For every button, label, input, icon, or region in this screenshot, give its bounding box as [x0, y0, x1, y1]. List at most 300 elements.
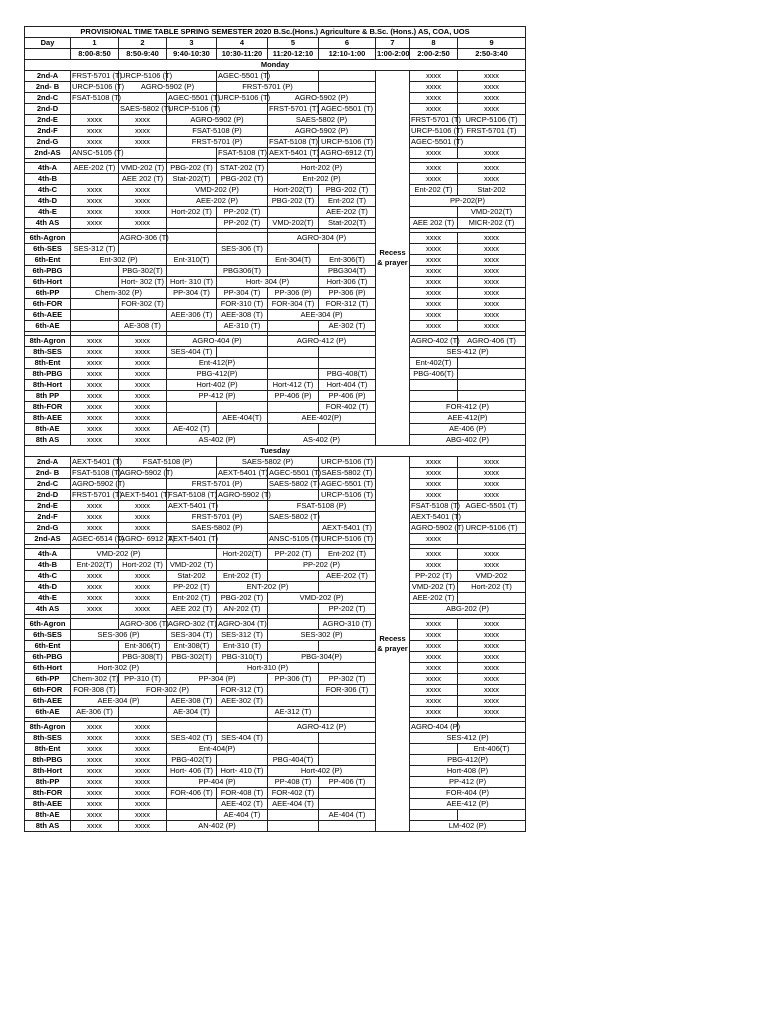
class-label: 8th-FOR — [25, 788, 71, 799]
schedule-cell: AGEC-5501 (T) — [458, 501, 526, 512]
schedule-cell: AGRO-5902 (T) — [72, 479, 125, 488]
schedule-cell — [268, 490, 319, 501]
schedule-cell — [319, 71, 376, 82]
schedule-cell: xxxx — [458, 560, 526, 571]
schedule-cell: AEE-412(P) — [410, 413, 526, 424]
schedule-cell: Ent-202 (T) — [217, 571, 268, 582]
schedule-cell: xxxx — [119, 380, 167, 391]
schedule-cell: Ent-202 (T) — [319, 549, 376, 560]
schedule-cell — [119, 479, 167, 490]
schedule-cell: FOR-304 (T) — [268, 299, 319, 310]
schedule-cell — [167, 413, 217, 424]
schedule-cell: xxxx — [119, 571, 167, 582]
schedule-cell: xxxx — [119, 207, 167, 218]
schedule-cell: URCP-5106 (T) — [168, 104, 221, 113]
schedule-cell — [167, 549, 217, 560]
schedule-cell: AGRO-412 (P) — [268, 336, 376, 347]
schedule-cell — [167, 663, 217, 674]
schedule-cell: xxxx — [410, 468, 458, 479]
class-label: 8th-SES — [25, 347, 71, 358]
schedule-cell: xxxx — [71, 126, 119, 137]
schedule-cell: xxxx — [458, 233, 526, 244]
schedule-cell — [119, 707, 167, 718]
schedule-cell — [268, 523, 319, 534]
schedule-cell — [217, 233, 268, 244]
schedule-cell: SAES-5802 (T) — [269, 479, 320, 488]
schedule-cell — [319, 788, 376, 799]
schedule-cell: xxxx — [71, 137, 119, 148]
period-6-number: 6 — [319, 38, 376, 49]
schedule-cell — [458, 358, 526, 369]
schedule-cell — [217, 104, 268, 115]
schedule-cell: FOR-306 (T) — [319, 685, 376, 696]
table-row — [25, 185, 526, 196]
schedule-cell: AEE-202 (P) — [167, 196, 268, 207]
schedule-cell — [217, 707, 268, 718]
table-row — [25, 755, 526, 766]
table-row — [25, 468, 526, 479]
schedule-cell — [71, 299, 119, 310]
class-label: 8th-Ent — [25, 358, 71, 369]
schedule-cell: SAES-5802 (P) — [268, 115, 376, 126]
schedule-cell — [167, 71, 217, 82]
schedule-cell: xxxx — [458, 174, 526, 185]
table-row — [25, 523, 526, 534]
schedule-cell — [319, 707, 376, 718]
schedule-cell — [410, 380, 458, 391]
table-row — [25, 582, 526, 593]
schedule-cell — [217, 755, 268, 766]
schedule-cell: Ent-202 (T) — [410, 185, 458, 196]
schedule-cell: xxxx — [71, 582, 119, 593]
schedule-cell: PBG-412(P) — [167, 369, 268, 380]
schedule-cell: AGRO-412 (P) — [268, 722, 376, 733]
schedule-cell: Ent-202 (P) — [268, 174, 376, 185]
period-4-number: 4 — [217, 38, 268, 49]
schedule-cell: xxxx — [71, 755, 119, 766]
schedule-cell — [268, 347, 319, 358]
class-label: 8th-Hort — [25, 380, 71, 391]
schedule-cell: Ent-302 (P) — [71, 255, 167, 266]
schedule-cell: FRST-5701 (T) — [72, 490, 123, 499]
schedule-cell: AEE-302 (T) — [217, 696, 268, 707]
schedule-cell: xxxx — [71, 413, 119, 424]
schedule-cell: FRST-5701 (P) — [167, 512, 268, 523]
schedule-cell: xxxx — [119, 755, 167, 766]
period-7-number: 7 — [376, 38, 410, 49]
class-label: 6th-Ent — [25, 641, 71, 652]
schedule-cell — [167, 148, 217, 159]
schedule-cell: xxxx — [410, 148, 458, 159]
schedule-cell: AGRO-406 (T) — [458, 336, 526, 347]
schedule-cell: xxxx — [458, 619, 526, 630]
schedule-cell: VMD-202 (T) — [410, 582, 458, 593]
day-header-row — [25, 60, 526, 71]
table-row — [25, 593, 526, 604]
table-row — [25, 266, 526, 277]
schedule-cell: ANSC-5105 (T) — [269, 534, 321, 543]
schedule-cell — [71, 310, 119, 321]
schedule-cell: AE-306 (T) — [71, 707, 119, 718]
schedule-cell: Ent-306(T) — [319, 255, 376, 266]
table-row — [25, 501, 526, 512]
table-row — [25, 490, 526, 501]
schedule-cell: AGRO-5902 (P) — [167, 115, 268, 126]
schedule-cell: xxxx — [119, 413, 167, 424]
schedule-cell: Stat-202 — [167, 571, 217, 582]
schedule-cell: xxxx — [410, 93, 458, 104]
schedule-cell: xxxx — [71, 369, 119, 380]
schedule-cell: PP-406 (P) — [268, 391, 319, 402]
schedule-cell: VMD-202 (P) — [167, 185, 268, 196]
schedule-cell — [410, 391, 458, 402]
schedule-cell: PBG-202 (T) — [268, 196, 319, 207]
schedule-cell: xxxx — [410, 310, 458, 321]
schedule-cell — [458, 391, 526, 402]
schedule-cell: xxxx — [71, 358, 119, 369]
schedule-cell: xxxx — [410, 560, 458, 571]
schedule-cell: AEXT-5401 (T) — [120, 490, 171, 499]
schedule-cell: AGRO- 6912 (T) — [120, 534, 176, 543]
schedule-cell: xxxx — [410, 321, 458, 332]
table-row — [25, 674, 526, 685]
schedule-cell: xxxx — [71, 593, 119, 604]
schedule-cell: PP-202 (T) — [167, 582, 217, 593]
schedule-cell: PBG304(T) — [319, 266, 376, 277]
class-label: 6th-Hort — [25, 277, 71, 288]
schedule-cell — [458, 380, 526, 391]
class-label: 6th-Hort — [25, 663, 71, 674]
schedule-cell: AGRO-402 (T) — [411, 336, 460, 345]
schedule-cell — [410, 207, 458, 218]
schedule-cell: xxxx — [410, 266, 458, 277]
class-label: 6th-PBG — [25, 652, 71, 663]
schedule-cell — [268, 604, 319, 615]
class-label: 2nd-E — [25, 115, 71, 126]
schedule-cell: FOR-312 (T) — [319, 299, 376, 310]
table-row — [25, 604, 526, 615]
schedule-cell — [167, 722, 217, 733]
schedule-cell: Hort-202 (T) — [167, 207, 217, 218]
schedule-cell: VMD-202 (P) — [268, 593, 376, 604]
schedule-cell: Ent-202 (T) — [319, 196, 376, 207]
schedule-cell: AN-202 (T) — [217, 604, 268, 615]
schedule-cell — [268, 71, 319, 82]
schedule-cell: xxxx — [458, 277, 526, 288]
schedule-cell: xxxx — [119, 391, 167, 402]
schedule-cell — [268, 696, 319, 707]
period-number-row — [25, 38, 526, 49]
schedule-cell: xxxx — [119, 424, 167, 435]
schedule-cell: xxxx — [71, 391, 119, 402]
class-label: 8th-FOR — [25, 402, 71, 413]
schedule-cell: xxxx — [458, 652, 526, 663]
schedule-cell: PP-202 (T) — [410, 571, 458, 582]
schedule-cell: xxxx — [119, 185, 167, 196]
schedule-cell: FOR-402 (T) — [319, 402, 376, 413]
schedule-cell: AEXT-5401 (T) — [218, 468, 269, 477]
schedule-cell — [268, 641, 319, 652]
table-row — [25, 479, 526, 490]
schedule-cell: AE-404 (T) — [217, 810, 268, 821]
schedule-cell: Stat-202(T) — [319, 218, 376, 229]
class-label: 4th-B — [25, 174, 71, 185]
table-row — [25, 104, 526, 115]
schedule-cell — [167, 402, 217, 413]
schedule-cell: VMD-202 (T) — [119, 163, 167, 174]
schedule-cell — [268, 744, 319, 755]
schedule-cell — [71, 174, 119, 185]
schedule-cell — [268, 619, 319, 630]
class-label: 6th-FOR — [25, 299, 71, 310]
schedule-cell: AEE-202 (T) — [319, 571, 376, 582]
schedule-cell: SAES-5802 (T) — [120, 104, 171, 113]
schedule-cell — [319, 744, 376, 755]
period-9-time: 2:50-3:40 — [458, 49, 526, 60]
schedule-cell: PP-306 (T) — [268, 674, 319, 685]
schedule-cell: PBG-406(T) — [410, 369, 458, 380]
class-label: 4th-D — [25, 582, 71, 593]
prayer-label: & prayer — [377, 644, 408, 653]
schedule-cell — [268, 810, 319, 821]
table-row — [25, 777, 526, 788]
schedule-cell: xxxx — [119, 358, 167, 369]
schedule-cell — [71, 104, 119, 115]
schedule-cell: AGRO-304 (T) — [218, 619, 267, 628]
class-label: 2nd-G — [25, 137, 71, 148]
schedule-cell: FRST-5701 (T) — [411, 115, 462, 124]
table-row — [25, 93, 526, 104]
class-label: 8th-Agron — [25, 722, 71, 733]
schedule-cell: xxxx — [458, 663, 526, 674]
timetable — [24, 26, 526, 832]
class-label: 4th AS — [25, 604, 71, 615]
day-header-row — [25, 446, 526, 457]
schedule-cell: PP-412 (P) — [167, 391, 268, 402]
schedule-cell: FSAT-5108 (T) — [411, 501, 461, 510]
table-row — [25, 115, 526, 126]
schedule-cell — [217, 534, 268, 545]
class-label: 6th-AEE — [25, 310, 71, 321]
schedule-cell — [71, 321, 119, 332]
table-row — [25, 255, 526, 266]
schedule-cell: FOR-302 (T) — [119, 299, 167, 310]
table-row — [25, 630, 526, 641]
table-row — [25, 321, 526, 332]
schedule-cell: URCP-5106 (T) — [319, 457, 376, 468]
schedule-cell: PBG-202 (T) — [167, 163, 217, 174]
class-label: 2nd-E — [25, 501, 71, 512]
schedule-cell: xxxx — [71, 196, 119, 207]
schedule-cell: PBG-402(T) — [167, 755, 217, 766]
schedule-cell — [167, 321, 217, 332]
table-row — [25, 244, 526, 255]
schedule-cell — [119, 244, 167, 255]
schedule-cell: xxxx — [71, 810, 119, 821]
schedule-cell: STAT-202 (T) — [217, 163, 268, 174]
schedule-cell: SAES-5802 (T) — [269, 512, 320, 521]
schedule-cell: VMD-202(T) — [268, 218, 319, 229]
schedule-cell: AEE-402(P) — [268, 413, 376, 424]
schedule-cell: xxxx — [410, 641, 458, 652]
schedule-cell — [319, 821, 376, 832]
schedule-cell: ABG-202 (P) — [410, 604, 526, 615]
schedule-cell — [167, 266, 217, 277]
schedule-cell: Ent-304(T) — [268, 255, 319, 266]
class-label: 2nd-AS — [25, 534, 71, 545]
schedule-cell: xxxx — [71, 788, 119, 799]
schedule-cell: xxxx — [119, 115, 167, 126]
schedule-cell: Hort-402 (P) — [268, 766, 376, 777]
class-label: 8th-PBG — [25, 369, 71, 380]
class-label: 4th-D — [25, 196, 71, 207]
period-9-number: 9 — [458, 38, 526, 49]
schedule-cell: xxxx — [410, 255, 458, 266]
schedule-cell: AGEC-5501 (T) — [319, 479, 376, 490]
class-label: 2nd-D — [25, 104, 71, 115]
class-label: 2nd-AS — [25, 148, 71, 159]
schedule-cell: AE-304 (T) — [167, 707, 217, 718]
schedule-cell: xxxx — [410, 174, 458, 185]
table-row — [25, 413, 526, 424]
schedule-cell: AGRO-5902 (T) — [218, 490, 271, 499]
schedule-cell: PBG-302(T) — [119, 266, 167, 277]
schedule-cell: xxxx — [119, 593, 167, 604]
schedule-cell: xxxx — [458, 641, 526, 652]
schedule-cell: Stat-202(T) — [167, 174, 217, 185]
schedule-cell: AEXT-5401 (T) — [319, 523, 376, 534]
schedule-cell: xxxx — [119, 196, 167, 207]
schedule-cell — [458, 593, 526, 604]
schedule-cell: xxxx — [71, 744, 119, 755]
class-label: 8th AS — [25, 821, 71, 832]
table-row — [25, 744, 526, 755]
class-label: 2nd-C — [25, 93, 71, 104]
period-1-number: 1 — [71, 38, 119, 49]
schedule-cell — [167, 468, 217, 479]
table-row — [25, 71, 526, 82]
schedule-cell — [458, 137, 526, 148]
class-label: 2nd-C — [25, 479, 71, 490]
schedule-cell: AEE-404 (T) — [268, 799, 319, 810]
schedule-cell: xxxx — [71, 799, 119, 810]
schedule-cell: xxxx — [71, 218, 119, 229]
period-4-time: 10:30-11:20 — [217, 49, 268, 60]
schedule-cell — [119, 310, 167, 321]
schedule-cell: Hort-202(T) — [217, 549, 268, 560]
schedule-cell: PP-406 (T) — [319, 777, 376, 788]
class-label: 4th-C — [25, 571, 71, 582]
schedule-cell: xxxx — [458, 104, 526, 115]
schedule-cell: FSAT-5108 (T) — [168, 490, 218, 499]
table-row — [25, 652, 526, 663]
schedule-cell: xxxx — [71, 733, 119, 744]
schedule-cell: xxxx — [458, 244, 526, 255]
schedule-cell: xxxx — [71, 777, 119, 788]
table-row — [25, 457, 526, 468]
schedule-cell: FRST-5701 (T) — [269, 104, 320, 113]
class-label: 6th-SES — [25, 630, 71, 641]
schedule-cell: Ent-404(P) — [167, 744, 268, 755]
schedule-cell: SES-404 (T) — [217, 733, 268, 744]
schedule-cell: AGRO-5902 (P) — [268, 126, 376, 137]
table-row — [25, 402, 526, 413]
schedule-cell: xxxx — [71, 571, 119, 582]
class-label: 4th-A — [25, 549, 71, 560]
schedule-cell: AEE-306 (T) — [167, 310, 217, 321]
table-row — [25, 82, 526, 93]
schedule-cell — [71, 641, 119, 652]
schedule-cell: SES-312 (T) — [217, 630, 268, 641]
class-label: 6th-SES — [25, 244, 71, 255]
schedule-cell — [319, 582, 376, 593]
schedule-cell: xxxx — [119, 744, 167, 755]
schedule-cell — [319, 755, 376, 766]
schedule-cell: AGEC-5501 (T) — [411, 137, 464, 146]
schedule-cell: AEXT-5401 (T) — [168, 501, 219, 510]
table-row — [25, 534, 526, 545]
schedule-cell: SES-306 (T) — [217, 244, 268, 255]
period-8-time: 2:00-2:50 — [410, 49, 458, 60]
schedule-cell: xxxx — [410, 663, 458, 674]
table-row — [25, 435, 526, 446]
day-label: Monday — [25, 60, 526, 71]
class-label: 8th-AE — [25, 810, 71, 821]
schedule-cell: AE-402 (T) — [167, 424, 217, 435]
schedule-cell: xxxx — [458, 310, 526, 321]
schedule-cell: xxxx — [410, 652, 458, 663]
schedule-cell: xxxx — [458, 685, 526, 696]
schedule-cell: PBG-304(P) — [268, 652, 376, 663]
table-row — [25, 696, 526, 707]
table-row — [25, 685, 526, 696]
schedule-cell: Stat-202 — [458, 185, 526, 196]
recess-label: Recess — [379, 248, 406, 257]
schedule-cell: xxxx — [71, 821, 119, 832]
table-row — [25, 137, 526, 148]
class-label: 8th PP — [25, 391, 71, 402]
class-label: 4th-E — [25, 207, 71, 218]
schedule-cell: AN-402 (P) — [167, 821, 268, 832]
schedule-cell: AEE 202 (T) — [119, 174, 167, 185]
schedule-cell: xxxx — [458, 288, 526, 299]
schedule-cell: Chem-302 (T) — [72, 674, 119, 683]
schedule-cell: xxxx — [71, 604, 119, 615]
schedule-cell: AGRO-306 (T) — [120, 619, 169, 628]
schedule-cell: SES-306 (P) — [71, 630, 167, 641]
schedule-cell: xxxx — [410, 479, 458, 490]
schedule-cell: SAES-5802 (T) — [319, 468, 376, 479]
schedule-cell: PP-202 (T) — [217, 207, 268, 218]
schedule-cell: xxxx — [71, 501, 119, 512]
schedule-cell: URCP-5106 (T) — [411, 126, 464, 135]
schedule-cell: xxxx — [119, 722, 167, 733]
schedule-cell: xxxx — [71, 402, 119, 413]
schedule-cell: xxxx — [119, 347, 167, 358]
schedule-cell: xxxx — [71, 766, 119, 777]
table-row — [25, 707, 526, 718]
day-column-header: Day — [25, 38, 71, 49]
schedule-cell: FOR-404 (P) — [410, 788, 526, 799]
schedule-cell: SES-412 (P) — [410, 733, 526, 744]
schedule-cell — [319, 512, 376, 523]
schedule-cell: FRST-5701 (P) — [217, 82, 319, 93]
schedule-cell — [71, 652, 119, 663]
schedule-cell: xxxx — [119, 523, 167, 534]
class-label: 8th-Ent — [25, 744, 71, 755]
schedule-cell — [167, 799, 217, 810]
schedule-cell: xxxx — [119, 821, 167, 832]
